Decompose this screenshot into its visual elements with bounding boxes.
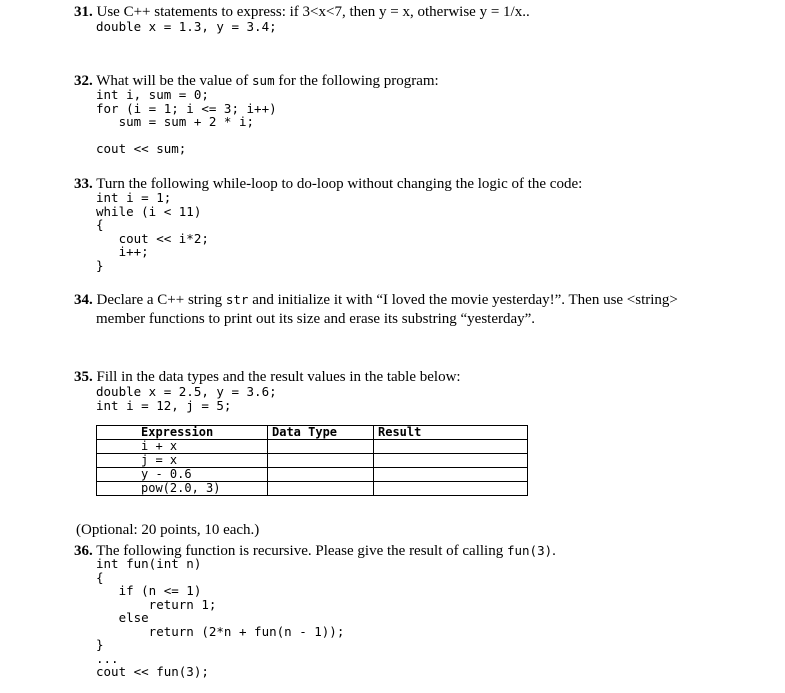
question-text: Turn the following while-loop to do-loop without changing the logic of the code:: [96, 176, 583, 192]
code-line: while (i < 11): [96, 203, 202, 219]
question-text: Declare a C++ string: [96, 292, 223, 308]
question-text: What will be the value of: [96, 73, 249, 89]
optional-note: (Optional: 20 points, 10 each.): [76, 522, 260, 538]
question-text: for the following program:: [278, 73, 439, 89]
code-line: double x = 1.3, y = 3.4;: [96, 19, 277, 34]
data-type-table: [96, 425, 528, 496]
inline-code: sum: [252, 73, 275, 88]
code-line: int fun(int n): [96, 556, 202, 571]
data-type-cell[interactable]: [268, 454, 374, 468]
question-34: [74, 291, 678, 309]
question-number: 32.: [74, 73, 93, 89]
expression-cell: pow(2.0, 3): [97, 482, 268, 496]
code-line: i++;: [96, 244, 149, 259]
table-header: Data Type: [268, 426, 374, 440]
code-line: else: [96, 610, 149, 625]
code-line: int i = 12, j = 5;: [96, 397, 232, 413]
code-line: }: [96, 637, 104, 652]
result-cell[interactable]: [374, 454, 528, 468]
data-type-cell[interactable]: [268, 468, 374, 482]
expression-cell: y - 0.6: [97, 468, 268, 482]
question-number: 36.: [74, 543, 93, 559]
question-number: 31.: [74, 4, 93, 20]
table-header-row: [97, 426, 528, 440]
question-number: 33.: [74, 176, 93, 192]
inline-code: fun(3): [506, 543, 553, 558]
table-row: [97, 454, 528, 468]
code-line: {: [96, 569, 104, 585]
code-line: sum = sum + 2 * i;: [96, 114, 255, 129]
question-text: Fill in the data types and the result values in the table below:: [96, 369, 461, 385]
code-line: for (i = 1; i <= 3; i++): [96, 100, 277, 116]
code-line: cout << i*2;: [96, 230, 209, 246]
table-row: [97, 482, 528, 496]
result-cell[interactable]: [374, 440, 528, 454]
table-header: Result: [374, 426, 528, 440]
code-line: cout << sum;: [96, 141, 187, 156]
question-number: 34.: [74, 292, 93, 308]
question-text: and initialize it with “I loved the movie yesterday!”. Then use <string>: [252, 292, 678, 308]
code-line: int i = 1;: [96, 190, 172, 205]
table-row: [97, 468, 528, 482]
code-block: [96, 191, 209, 272]
code-line: }: [96, 257, 104, 273]
code-block: [96, 557, 344, 679]
question-text: The following function is recursive. Please give the result of calling: [96, 543, 504, 559]
code-line: cout << fun(3);: [96, 664, 209, 679]
code-line: return (2*n + fun(n - 1));: [96, 623, 345, 639]
result-cell[interactable]: [374, 482, 528, 496]
question-number: 35.: [74, 369, 93, 385]
code-line: double x = 2.5, y = 3.6;: [96, 384, 277, 399]
code-line: ...: [96, 650, 119, 666]
data-type-cell[interactable]: [268, 482, 374, 496]
code-line: if (n <= 1): [96, 583, 202, 598]
expression-cell: i + x: [97, 440, 268, 454]
data-type-cell[interactable]: [268, 440, 374, 454]
period: .: [552, 543, 556, 559]
question-text-continued: member functions to print out its size and erase its substring “yesterday”.: [96, 311, 536, 327]
code-block: [96, 88, 277, 156]
code-line: int i, sum = 0;: [96, 87, 209, 102]
code-block: [96, 385, 277, 412]
table-header: Expression: [97, 426, 268, 440]
table-row: [97, 440, 528, 454]
result-cell[interactable]: [374, 468, 528, 482]
expression-cell: j = x: [97, 454, 268, 468]
code-line: [96, 129, 277, 143]
code-line: {: [96, 217, 104, 232]
question-text: Use C++ statements to express: if 3<x<7, then y = x, otherwise y = 1/x..: [96, 4, 530, 20]
inline-code: str: [225, 292, 249, 307]
code-line: return 1;: [96, 596, 217, 612]
